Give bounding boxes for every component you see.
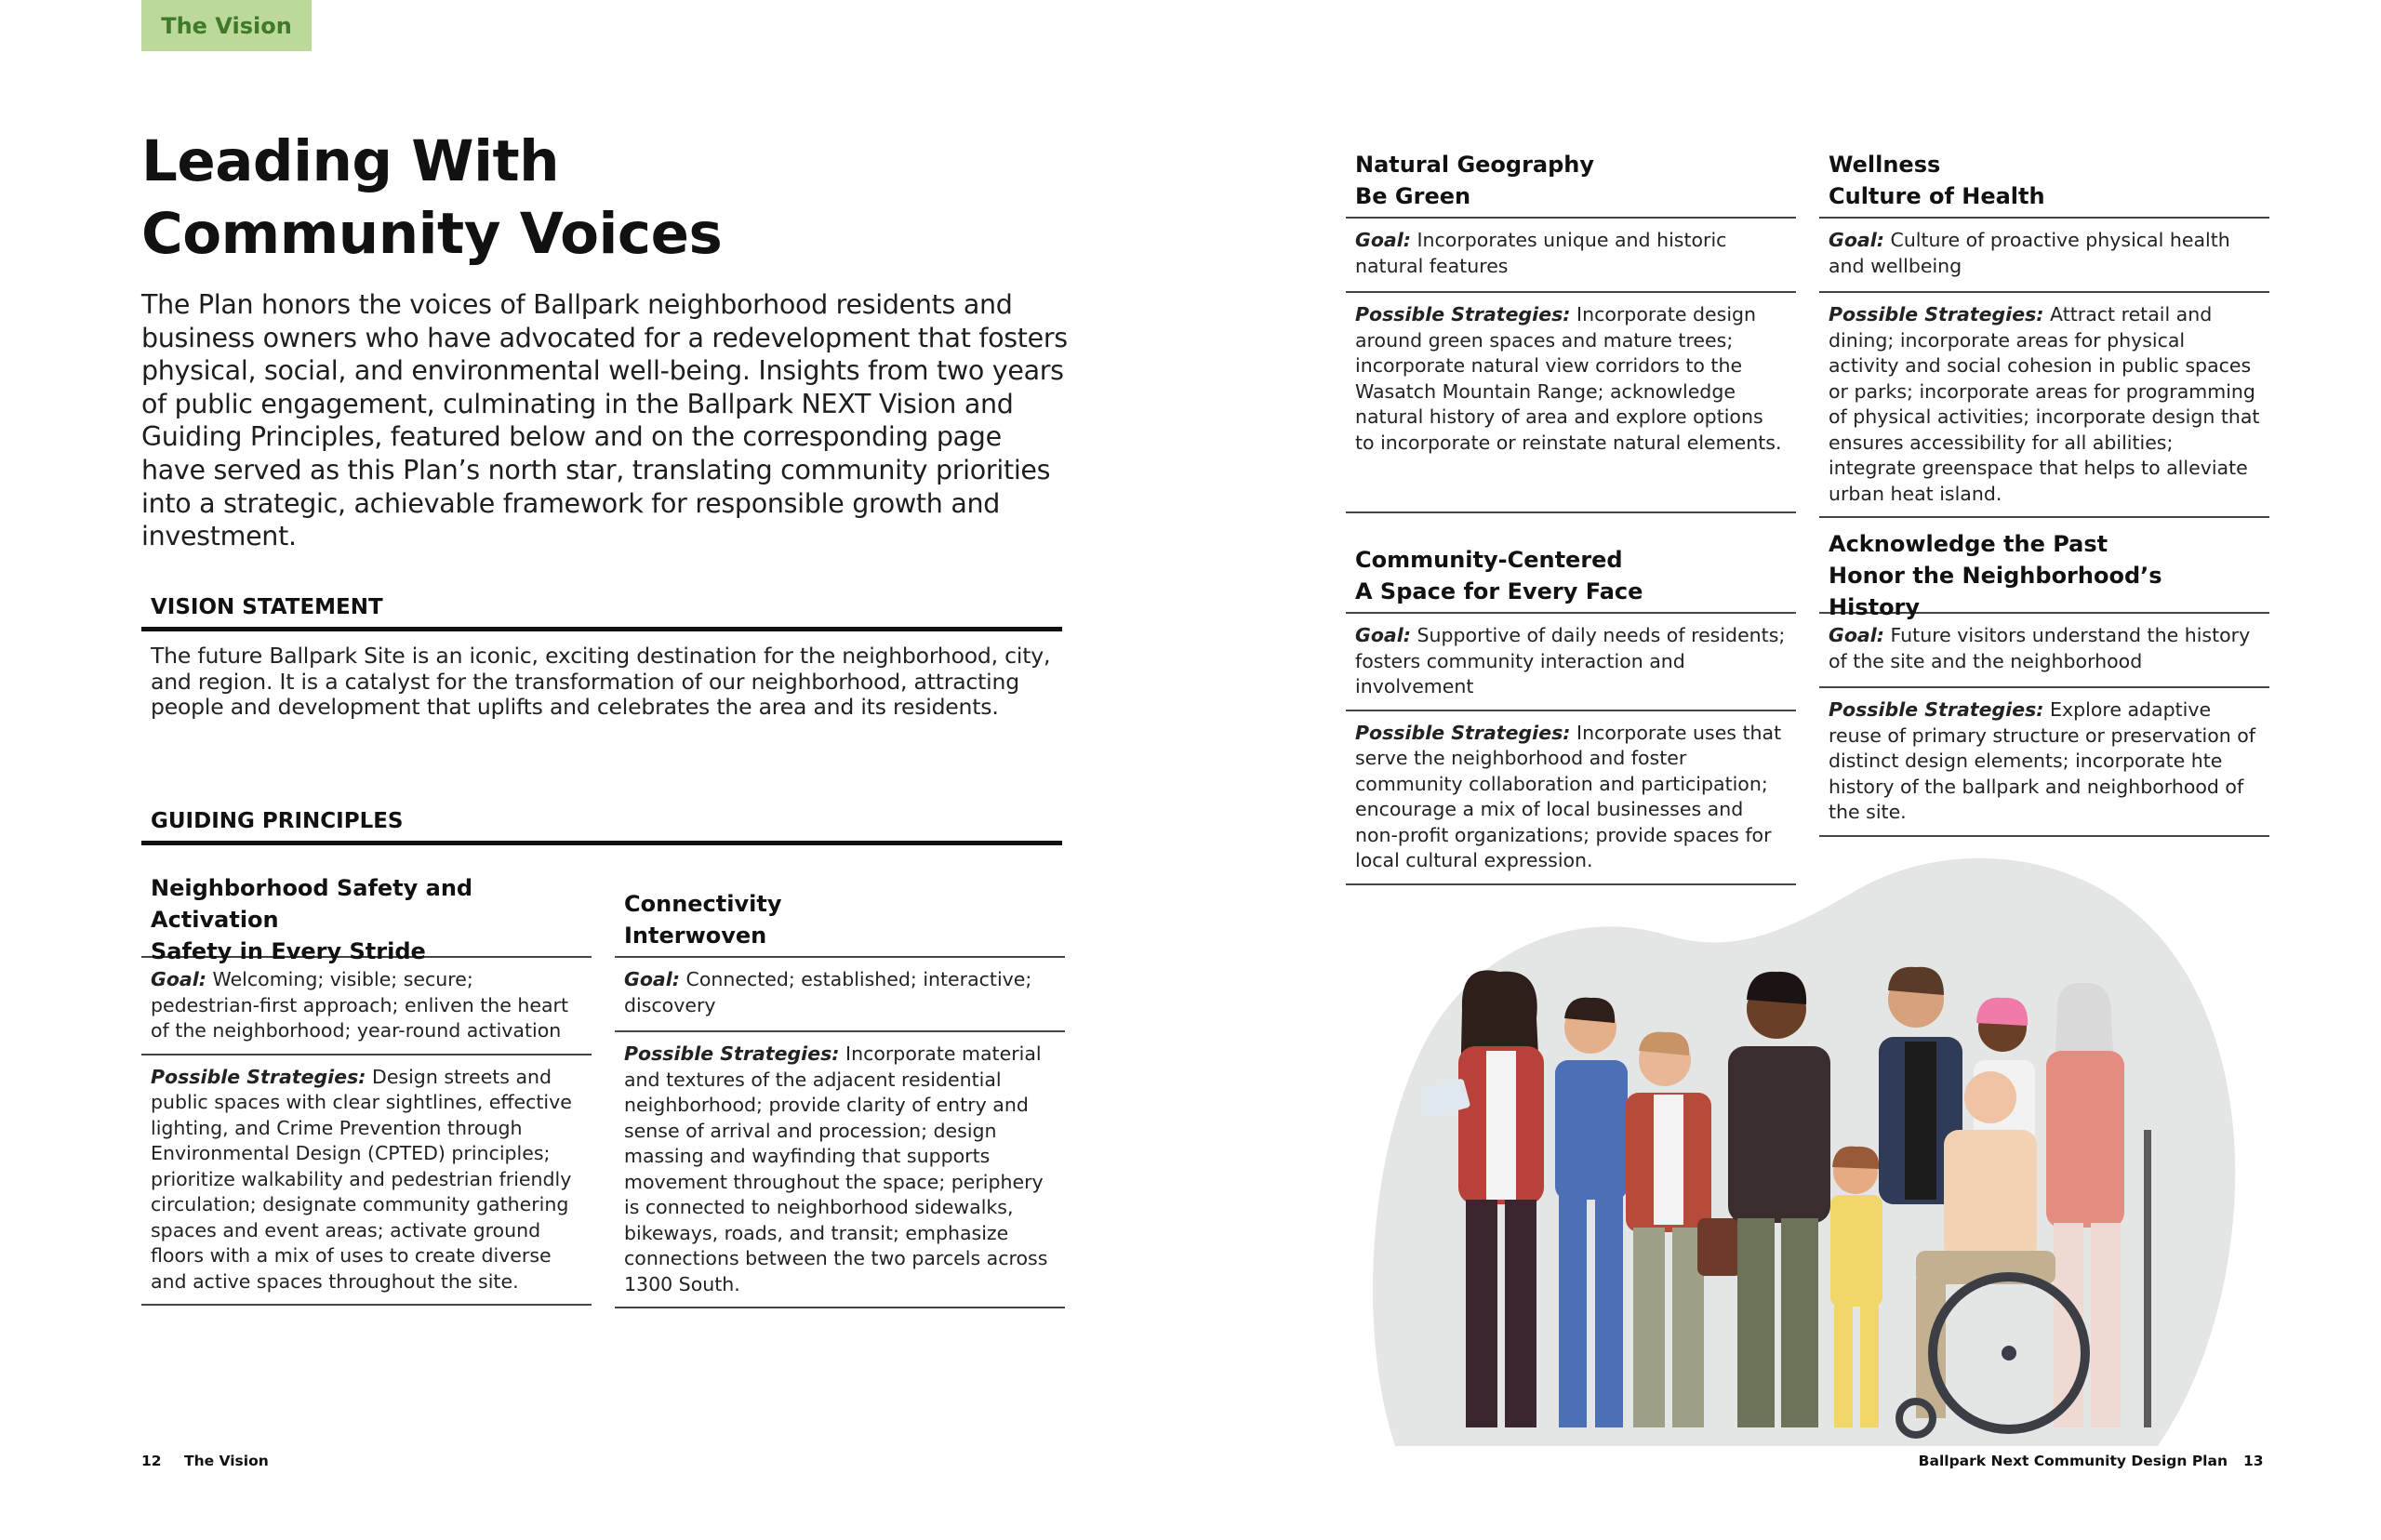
principle-subtitle: Be Green bbox=[1355, 183, 1471, 209]
footer-right-page-number: 13 bbox=[2243, 1453, 2264, 1469]
principle-strategies bbox=[615, 1030, 1065, 1307]
goal-label: Goal: bbox=[1355, 229, 1411, 251]
strategies-label: Possible Strategies: bbox=[1829, 698, 2044, 721]
guiding-principles-heading: GUIDING PRINCIPLES bbox=[151, 809, 404, 833]
principle-goal bbox=[1819, 217, 2269, 291]
goal-label: Goal: bbox=[624, 968, 680, 990]
card-bottom-rule bbox=[141, 1304, 592, 1306]
strategies-text: Incorporate uses that serve the neighborhood and foster community collaboration and participation; encourage a mix of local businesses and non-profit organizations; provide spaces for local cultural expression. bbox=[1355, 721, 1782, 871]
principle-title: Neighborhood Safety and Activation bbox=[151, 875, 473, 933]
strategies-text: Explore adaptive reuse of primary structure or preservation of distinct design elements; incorporate hte history of the ballpark and neighborhood of the site. bbox=[1829, 698, 2256, 823]
vision-statement-text: The future Ballpark Site is an iconic, exciting destination for the neighborhood, city, and region. It is a catalyst for the transformation of our neighborhood, attracting people and development that uplifts and celebrates the area and its residents. bbox=[151, 643, 1051, 720]
principle-card-natural-geography bbox=[1346, 144, 1796, 513]
principle-goal bbox=[1346, 217, 1796, 291]
goal-label: Goal: bbox=[1829, 229, 1884, 251]
principle-goal bbox=[1819, 612, 2269, 686]
intro-paragraph: The Plan honors the voices of Ballpark neighborhood residents and business owners who have advocated for a redevelopment that fosters physical, social, and environmental well-being. Insights from two years of public engagement, culminating in the Ballpark NEXT Vision and Guiding Principles, featured below and on the corresponding page have served as this Plan’s north star, translating community priorities into a strategic, achievable framework for responsible growth and investment. bbox=[141, 289, 1068, 552]
strategies-text: Incorporate material and textures of the adjacent residential neighborhood; provide clarity of entry and sense of arrival and procession; design massing and wayfinding that supports movement throughout the space; periphery is connected to neighborhood sidewalks, bikeways, roads, and transit; emphasize connections between the two parcels across 1300 South. bbox=[624, 1042, 1048, 1295]
principle-card-acknowledge-past bbox=[1819, 531, 2269, 837]
principle-goal bbox=[141, 956, 592, 1054]
principle-card-safety bbox=[141, 875, 592, 1306]
goal-text: Welcoming; visible; secure; pedestrian-first approach; enliven the heart of the neighborhood; year-round activation bbox=[151, 968, 569, 1042]
principle-heading bbox=[1346, 539, 1796, 612]
principle-strategies bbox=[1819, 686, 2269, 835]
vision-divider bbox=[141, 627, 1062, 631]
goal-text: Connected; established; interactive; discovery bbox=[624, 968, 1032, 1016]
card-bottom-rule bbox=[1819, 835, 2269, 837]
title-line-1: Leading With bbox=[141, 128, 560, 194]
principle-strategies bbox=[141, 1054, 592, 1305]
footer-left-page-number: 12 bbox=[141, 1453, 162, 1469]
title-line-2: Community Voices bbox=[141, 201, 723, 267]
strategies-label: Possible Strategies: bbox=[624, 1042, 840, 1065]
strategies-label: Possible Strategies: bbox=[1829, 303, 2044, 325]
principle-heading bbox=[615, 883, 1065, 956]
principle-title: Wellness bbox=[1829, 152, 1941, 178]
footer-left-section: The Vision bbox=[184, 1453, 269, 1469]
principle-heading bbox=[1819, 531, 2269, 620]
goal-label: Goal: bbox=[1829, 624, 1884, 646]
principle-subtitle: Honor the Neighborhood’s History bbox=[1829, 563, 2162, 620]
strategies-label: Possible Strategies: bbox=[1355, 721, 1571, 744]
principle-card-wellness bbox=[1819, 144, 2269, 518]
principle-subtitle: Safety in Every Stride bbox=[151, 938, 426, 964]
principle-goal bbox=[615, 956, 1065, 1030]
community-people-illustration bbox=[1358, 851, 2241, 1446]
vision-statement-heading: VISION STATEMENT bbox=[151, 595, 383, 619]
principle-title: Acknowledge the Past bbox=[1829, 531, 2108, 557]
strategies-label: Possible Strategies: bbox=[151, 1065, 366, 1088]
principle-subtitle: Culture of Health bbox=[1829, 183, 2045, 209]
strategies-text: Design streets and public spaces with clear sightlines, effective lighting, and Crime Prevention through Environmental Design (CPTED) principles; prioritize walkability and pedestrian friendly circulation; designate community gathering spaces and event areas; activate ground floors with a mix of uses to create diverse and active spaces throughout the site. bbox=[151, 1065, 572, 1293]
goal-text: Supportive of daily needs of residents; fosters community interaction and involvement bbox=[1355, 624, 1786, 697]
strategies-text: Incorporate design around green spaces and mature trees; incorporate natural view corridors to the Wasatch Mountain Range; acknowledge natural history of area and explore options to incorporate or reinstate natural elements. bbox=[1355, 303, 1782, 454]
principle-subtitle: A Space for Every Face bbox=[1355, 578, 1643, 604]
principle-goal bbox=[1346, 612, 1796, 710]
goal-text: Incorporates unique and historic natural features bbox=[1355, 229, 1727, 277]
section-tag: The Vision bbox=[141, 0, 312, 51]
card-bottom-rule bbox=[1346, 511, 1796, 513]
principle-strategies bbox=[1819, 291, 2269, 516]
principle-title: Connectivity bbox=[624, 891, 782, 917]
strategies-text: Attract retail and dining; incorporate areas for physical activity and social cohesion in public spaces or parks; incorporate areas for programming of physical activities; incorporate design that ensures accessibility for all abilities; integrate greenspace that helps to alleviate urban heat island. bbox=[1829, 303, 2260, 505]
guiding-divider bbox=[141, 841, 1062, 845]
principle-heading bbox=[1819, 144, 2269, 217]
goal-label: Goal: bbox=[1355, 624, 1411, 646]
goal-text: Future visitors understand the history of the site and the neighborhood bbox=[1829, 624, 2251, 672]
page-title bbox=[141, 126, 978, 271]
principle-strategies bbox=[1346, 291, 1796, 511]
footer-right-title: Ballpark Next Community Design Plan bbox=[1918, 1453, 2228, 1469]
goal-text: Culture of proactive physical health and wellbeing bbox=[1829, 229, 2230, 277]
card-bottom-rule bbox=[1819, 516, 2269, 518]
strategies-label: Possible Strategies: bbox=[1355, 303, 1571, 325]
principle-heading bbox=[1346, 144, 1796, 217]
principle-subtitle: Interwoven bbox=[624, 923, 767, 949]
principle-heading bbox=[141, 875, 592, 964]
goal-label: Goal: bbox=[151, 968, 206, 990]
principle-card-connectivity bbox=[615, 883, 1065, 1308]
card-bottom-rule bbox=[615, 1307, 1065, 1308]
principle-card-community-centered bbox=[1346, 539, 1796, 885]
principle-title: Natural Geography bbox=[1355, 152, 1595, 178]
principle-title: Community-Centered bbox=[1355, 547, 1623, 573]
